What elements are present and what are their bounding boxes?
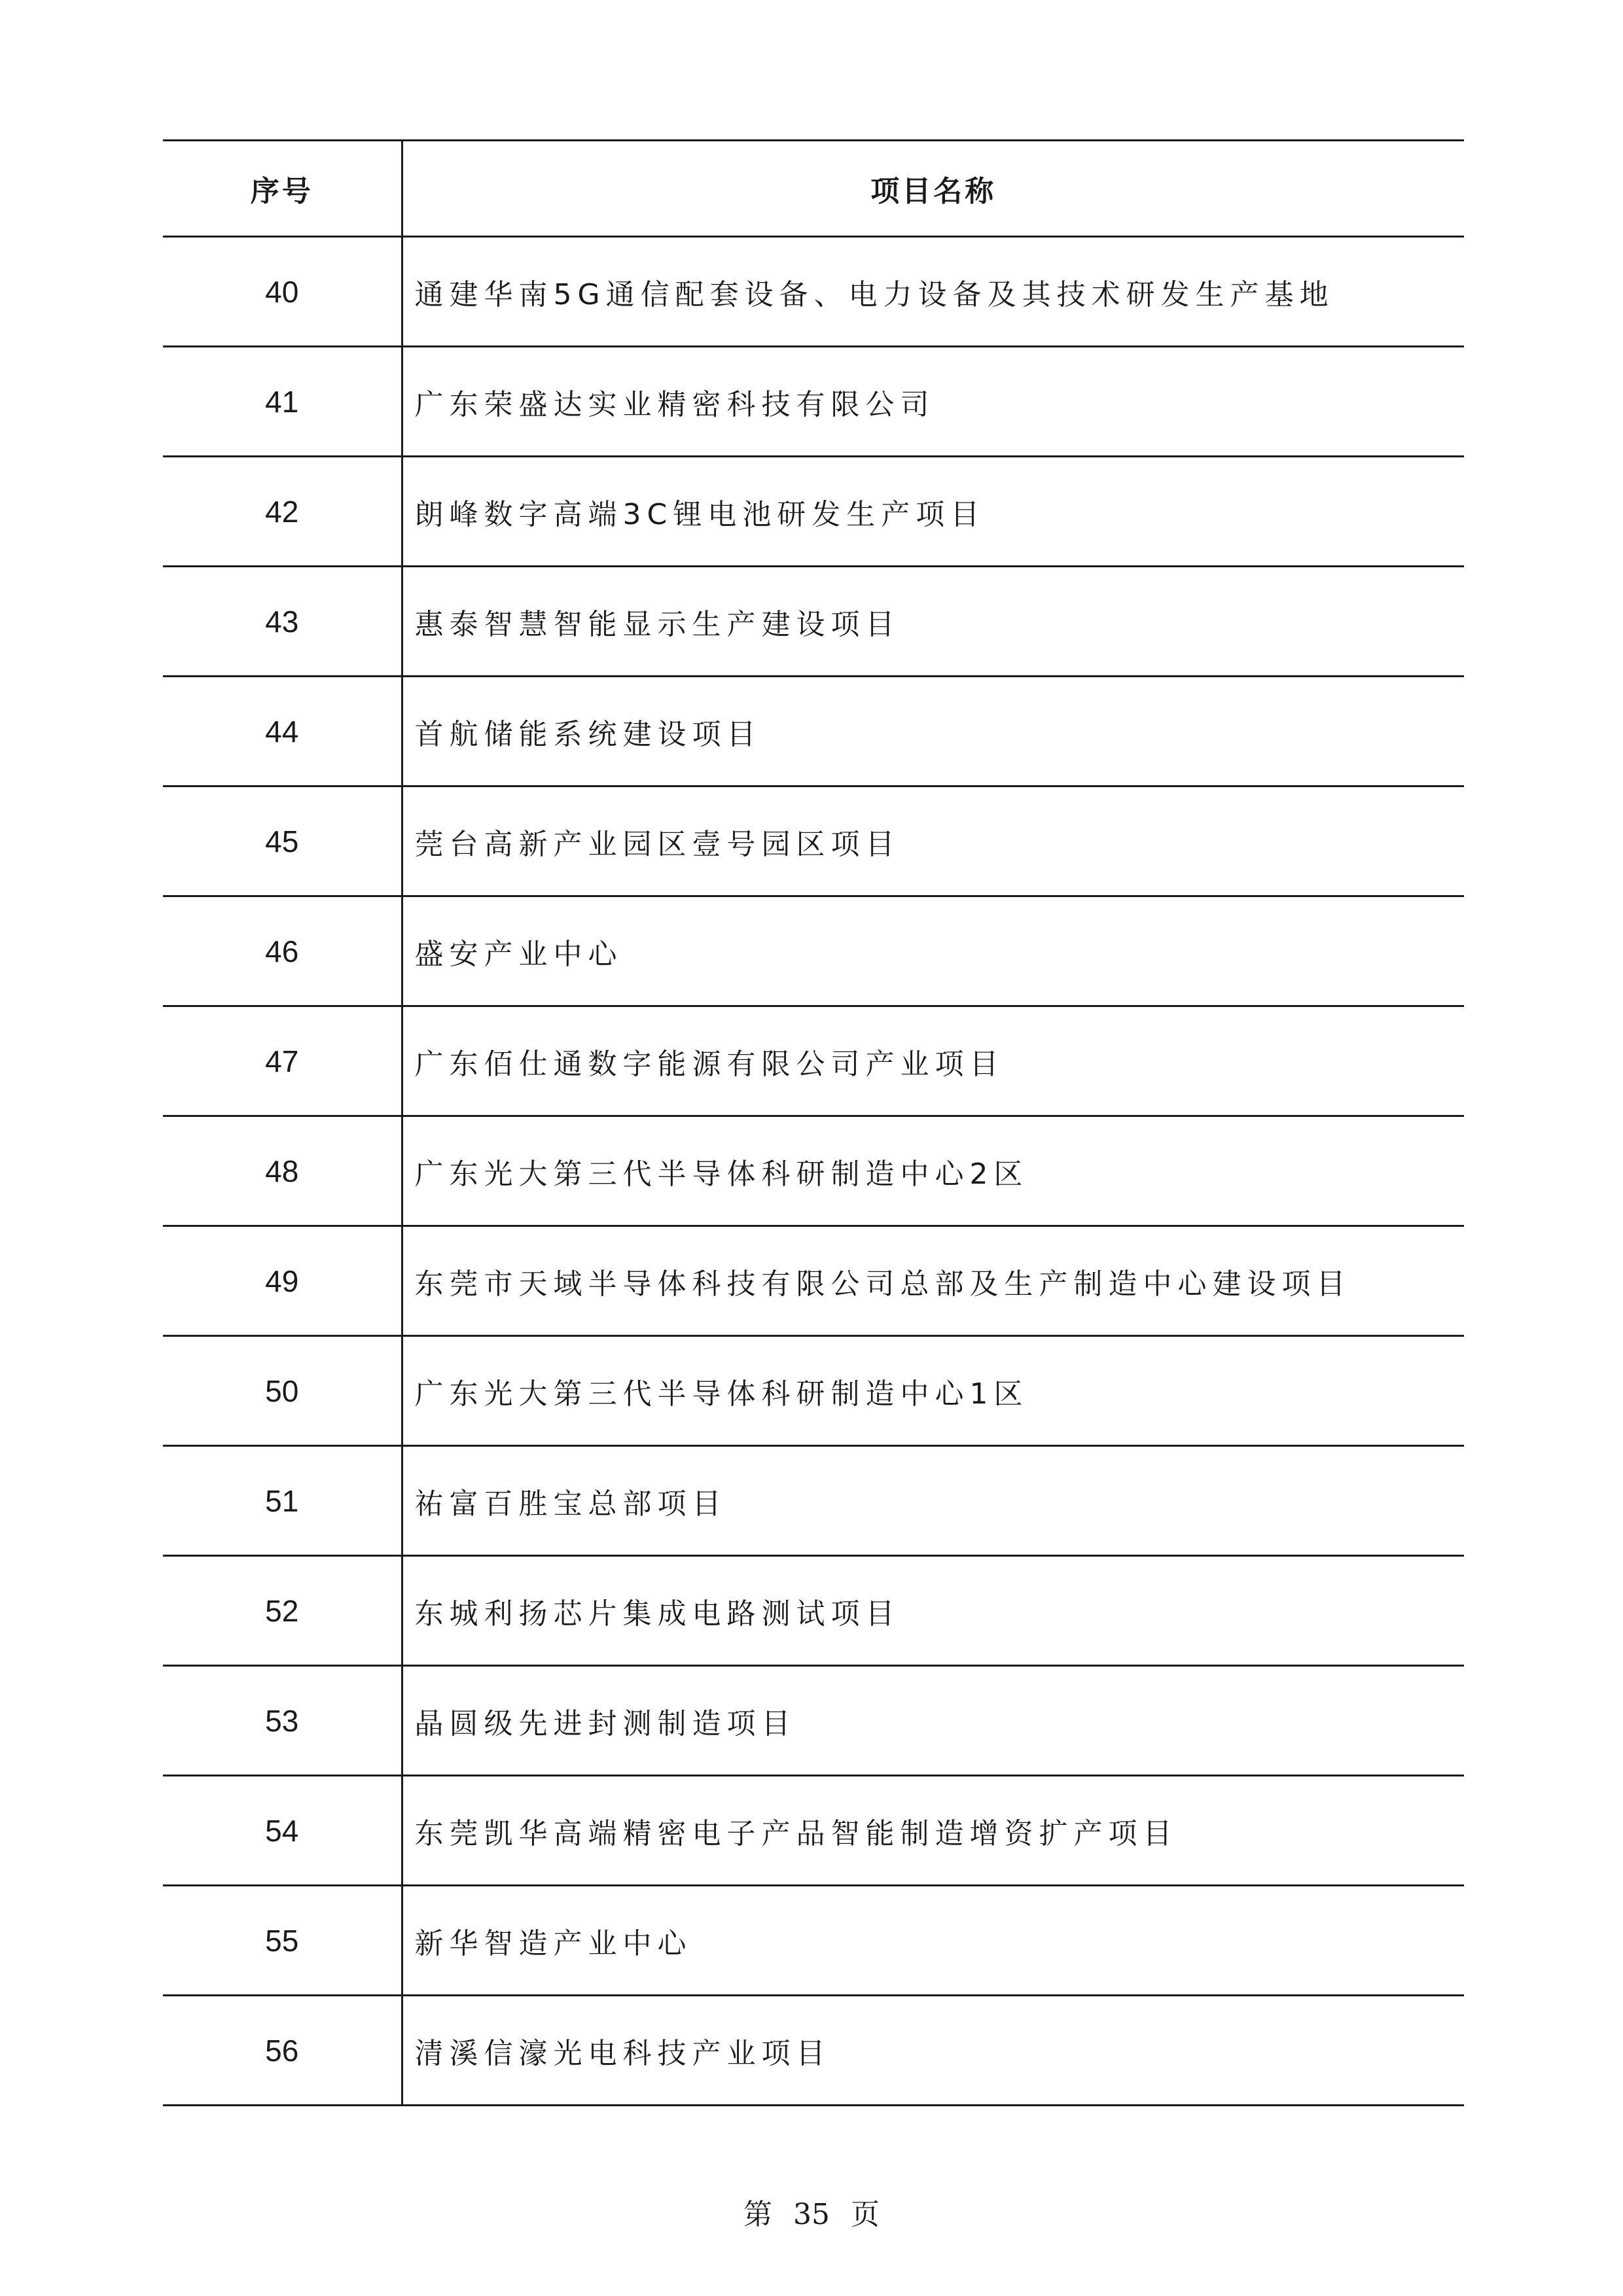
footer-suffix: 页	[851, 2198, 880, 2231]
row-seq: 56	[163, 1996, 402, 2106]
row-project-name: 广东光大第三代半导体科研制造中心1区	[402, 1336, 1464, 1446]
row-project-name: 东城利扬芯片集成电路测试项目	[402, 1556, 1464, 1666]
row-seq: 43	[163, 567, 402, 677]
row-seq: 53	[163, 1666, 402, 1776]
table-row	[163, 347, 1464, 457]
row-project-name: 广东佰仕通数字能源有限公司产业项目	[402, 1006, 1464, 1116]
header-seq: 序号	[163, 141, 402, 237]
row-project-name: 莞台高新产业园区壹号园区项目	[402, 786, 1464, 896]
row-seq: 42	[163, 457, 402, 567]
table-row	[163, 457, 1464, 567]
table-row	[163, 1886, 1464, 1996]
table-row	[163, 1996, 1464, 2106]
table-row	[163, 896, 1464, 1006]
table-row	[163, 786, 1464, 896]
table-row	[163, 1226, 1464, 1336]
row-seq: 54	[163, 1776, 402, 1886]
row-seq: 50	[163, 1336, 402, 1446]
row-seq: 40	[163, 237, 402, 347]
table-row	[163, 1666, 1464, 1776]
row-project-name: 东莞市天域半导体科技有限公司总部及生产制造中心建设项目	[402, 1226, 1464, 1336]
row-project-name: 东莞凯华高端精密电子产品智能制造增资扩产项目	[402, 1776, 1464, 1886]
row-project-name: 新华智造产业中心	[402, 1886, 1464, 1996]
table-row	[163, 1776, 1464, 1886]
row-seq: 52	[163, 1556, 402, 1666]
row-seq: 51	[163, 1446, 402, 1556]
page-footer	[0, 2191, 1623, 2233]
row-seq: 46	[163, 896, 402, 1006]
row-seq: 49	[163, 1226, 402, 1336]
row-project-name: 通建华南5G通信配套设备、电力设备及其技术研发生产基地	[402, 237, 1464, 347]
row-project-name: 惠泰智慧智能显示生产建设项目	[402, 567, 1464, 677]
table-row	[163, 1556, 1464, 1666]
row-project-name: 晶圆级先进封测制造项目	[402, 1666, 1464, 1776]
row-project-name: 祐富百胜宝总部项目	[402, 1446, 1464, 1556]
footer-page-number: 35	[793, 2198, 830, 2231]
row-seq: 55	[163, 1886, 402, 1996]
table-row	[163, 677, 1464, 786]
table-row	[163, 237, 1464, 347]
row-project-name: 清溪信濠光电科技产业项目	[402, 1996, 1464, 2106]
table-row	[163, 1446, 1464, 1556]
project-table	[163, 139, 1464, 2106]
row-project-name: 朗峰数字高端3C锂电池研发生产项目	[402, 457, 1464, 567]
row-seq: 44	[163, 677, 402, 786]
table-row	[163, 1006, 1464, 1116]
footer-prefix: 第	[743, 2198, 772, 2231]
header-name: 项目名称	[402, 141, 1464, 237]
row-seq: 41	[163, 347, 402, 457]
row-seq: 45	[163, 786, 402, 896]
row-seq: 48	[163, 1116, 402, 1226]
table-header-row	[163, 141, 1464, 237]
table-body	[163, 237, 1464, 2106]
table-row	[163, 567, 1464, 677]
row-seq: 47	[163, 1006, 402, 1116]
table-row	[163, 1116, 1464, 1226]
row-project-name: 盛安产业中心	[402, 896, 1464, 1006]
row-project-name: 广东光大第三代半导体科研制造中心2区	[402, 1116, 1464, 1226]
row-project-name: 首航储能系统建设项目	[402, 677, 1464, 786]
table-row	[163, 1336, 1464, 1446]
row-project-name: 广东荣盛达实业精密科技有限公司	[402, 347, 1464, 457]
